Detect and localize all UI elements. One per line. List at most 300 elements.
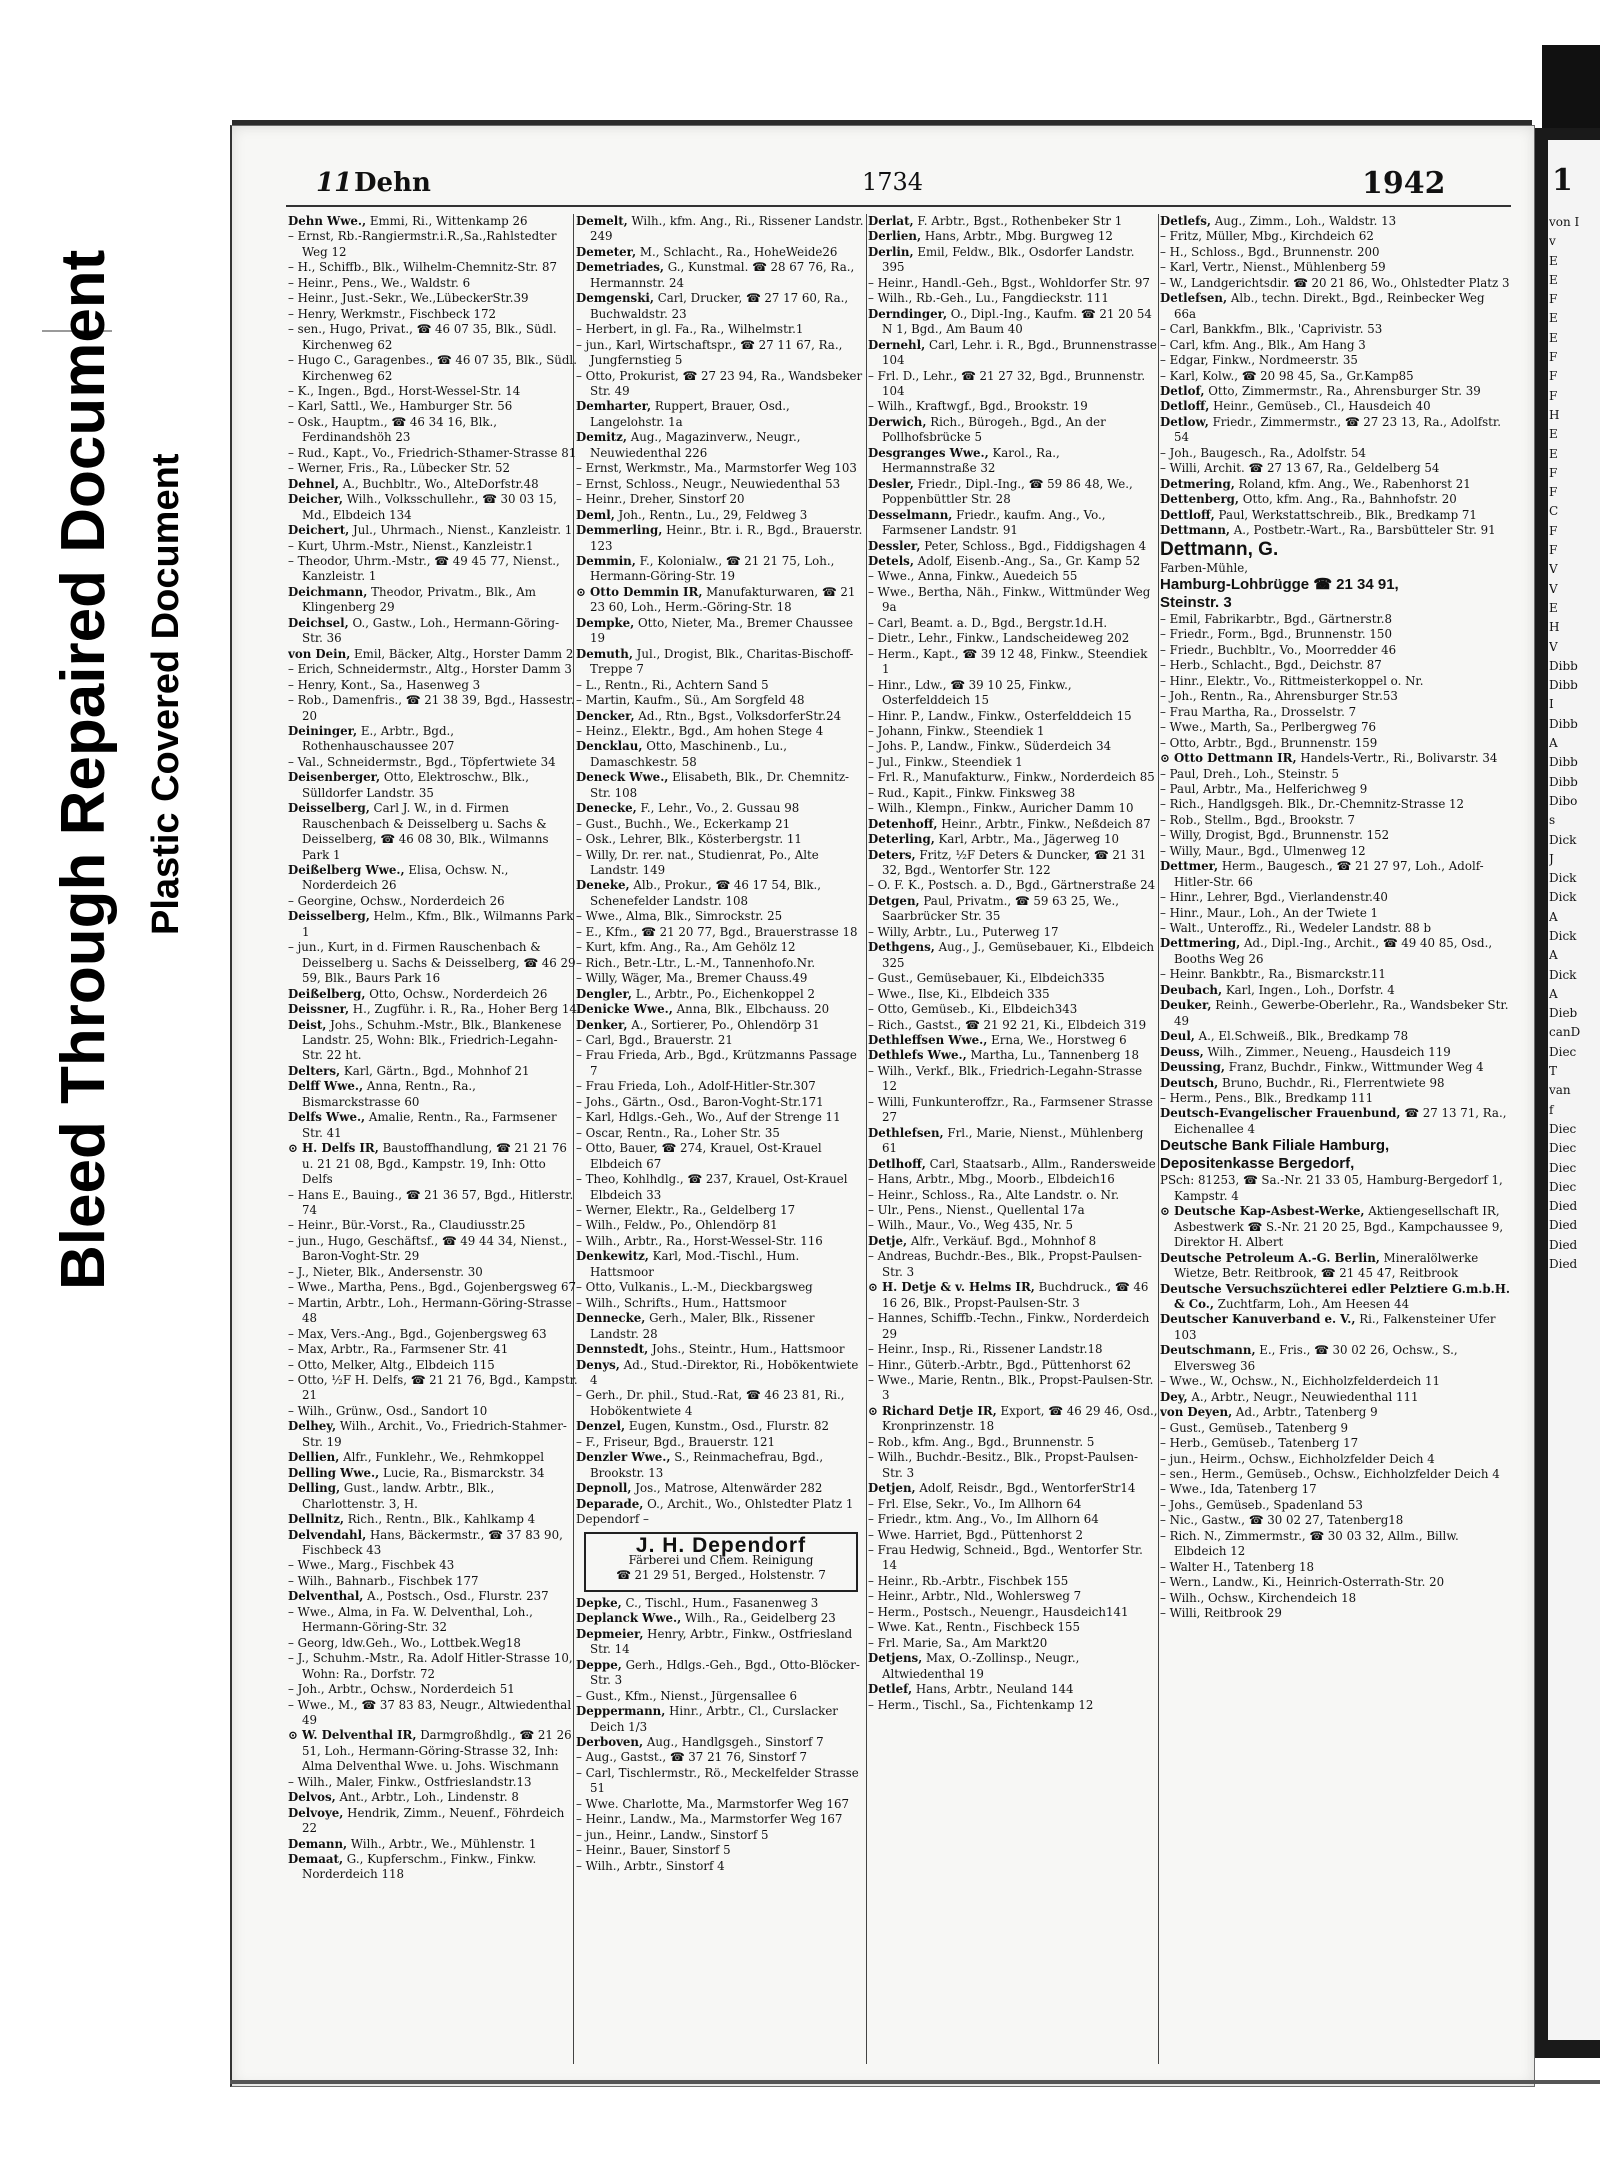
directory-entry: – Otto, ½F H. Delfs, ☎ 21 21 76, Bgd., Kampstr. 21 xyxy=(288,1372,578,1403)
adjacent-entry-fragment: Dibb xyxy=(1549,678,1578,693)
directory-entry: Dependorf – xyxy=(576,1512,649,1527)
directory-entry: Delling, Gust., landw. Arbtr., Blk., Charlottenstr. 3, H. xyxy=(288,1481,495,1511)
adjacent-entry-fragment: J xyxy=(1549,851,1554,866)
directory-entry: Dehnel, A., Buchbltr., Wo., AlteDorfstr.48 xyxy=(288,476,539,491)
column-4-entries-c xyxy=(1160,1204,1510,1621)
directory-entry: Deterling, Karl, Arbtr., Ma., Jägerweg 10 xyxy=(868,832,1120,847)
directory-entry: Dempke, Otto, Nieter, Ma., Bremer Chaussee 19 xyxy=(576,615,853,646)
directory-entry: Dernehl, Carl, Lehr. i. R., Bgd., Brunnenstrasse 104 xyxy=(868,337,1157,368)
directory-entry: Deissner, H., Zugführ. i. R., Ra., Hoher Berg 14 xyxy=(288,1002,577,1017)
directory-entry: – Willi, Funkunteroffzr., Ra., Farmsener Strasse 27 xyxy=(868,1094,1153,1125)
directory-entry: Denzel, Eugen, Kunstm., Osd., Flurstr. 82 xyxy=(576,1419,830,1434)
adjacent-entry-fragment: F xyxy=(1549,388,1558,403)
adjacent-entry-fragment: Diec xyxy=(1549,1160,1577,1175)
adjacent-entry-fragment: Died xyxy=(1549,1218,1578,1233)
adjacent-entry-fragment: A xyxy=(1549,909,1558,924)
directory-entry: Dessler, Peter, Schloss., Bgd., Fiddigshagen 4 xyxy=(868,538,1147,553)
directory-entry: – Hinr., Elektr., Vo., Rittmeisterkoppel o. Nr. xyxy=(1160,673,1424,688)
directory-entry: Demitz, Aug., Magazinverw., Neugr., Neuwiedenthal 226 xyxy=(576,430,801,460)
directory-entry: – H., Schloss., Bgd., Brunnenstr. 200 xyxy=(1160,244,1380,259)
directory-entry: Delling Wwe., Lucie, Ra., Bismarckstr. 34 xyxy=(288,1465,545,1480)
directory-entry: – Heinr., Dreher, Sinstorf 20 xyxy=(576,492,745,507)
directory-entry: – Friedr., ktm. Ang., Vo., Im Allhorn 64 xyxy=(868,1512,1099,1527)
directory-entry: – Herb., Schlacht., Bgd., Deichstr. 87 xyxy=(1160,658,1382,673)
directory-entry: – Georgine, Ochsw., Norderdeich 26 xyxy=(288,893,505,908)
directory-entry: – Nic., Gastw., ☎ 30 02 27, Tatenberg18 xyxy=(1160,1513,1404,1528)
directory-entry: Demharter, Ruppert, Brauer, Osd., Langelohstr. 1a xyxy=(576,399,790,429)
directory-entry: Deichert, Jul., Uhrmach., Nienst., Kanzleistr. 1 xyxy=(288,523,573,538)
directory-entry: Dettenberg, Otto, kfm. Ang., Ra., Bahnhofstr. 20 xyxy=(1160,492,1457,507)
directory-entry: ⊙ Richard Detje IR, Export, ☎ 46 29 46, Osd., Kronprinzenstr. 18 xyxy=(868,1403,1158,1434)
directory-entry: Detlof, Otto, Zimmermstr., Ra., Ahrensburger Str. 39 xyxy=(1160,383,1481,398)
adjacent-entry-fragment: Died xyxy=(1549,1199,1578,1214)
directory-entry: Deichmann, Theodor, Privatm., Blk., Am Klingenberg 29 xyxy=(288,584,536,615)
directory-entry: Deppe, Gerh., Hdlgs.-Geh., Bgd., Otto-Blöcker-Str. 3 xyxy=(576,1657,860,1688)
directory-entry: Deißelberg Wwe., Elisa, Ochsw. N., Norderdeich 26 xyxy=(288,863,509,893)
adjacent-entry-fragment: A xyxy=(1549,736,1558,751)
directory-entry: Detlef, Hans, Arbtr., Neuland 144 xyxy=(868,1682,1074,1697)
adjacent-entry-fragment: Dick xyxy=(1549,967,1577,982)
directory-entry: Delvos, Ant., Arbtr., Loh., Lindenstr. 8 xyxy=(288,1790,519,1805)
directory-entry: – Willy, Drogist, Bgd., Brunnenstr. 152 xyxy=(1160,828,1390,843)
directory-entry: Deussing, Franz, Buchdr., Finkw., Wittmunder Weg 4 xyxy=(1160,1060,1484,1075)
directory-entry: Detje, Alfr., Verkäuf. Bgd., Mohnhof 8 xyxy=(868,1233,1097,1248)
dettmann-g-name: Dettmann, G. xyxy=(1160,538,1279,560)
directory-entry: – Otto, Gemüseb., Ki., Elbdeich343 xyxy=(868,1002,1078,1017)
directory-entry: – Carl, Beamt. a. D., Bgd., Bergstr.1d.H. xyxy=(868,615,1108,630)
directory-entry: – Val., Schneidermstr., Bgd., Töpfertwiete 34 xyxy=(288,754,556,769)
directory-entry: – Frl. Marie, Sa., Am Markt20 xyxy=(868,1635,1048,1650)
directory-entry: – Walt., Unteroffz., Ri., Wedeler Landstr. 88 b xyxy=(1160,921,1432,936)
directory-entry: – Hinr., Ldw., ☎ 39 10 25, Finkw., Osterfelddeich 15 xyxy=(868,677,1072,708)
header-section-number: 11 xyxy=(316,168,353,198)
directory-entry: – Heinr. Bankbtr., Ra., Bismarckstr.11 xyxy=(1160,967,1386,982)
plastic-covered-label: Plastic Covered Document xyxy=(145,453,187,935)
directory-entry: Depnoll, Jos., Matrose, Altenwärder 282 xyxy=(576,1481,823,1496)
adjacent-entry-fragment: van xyxy=(1549,1083,1571,1098)
adjacent-entry-fragment: F xyxy=(1549,465,1558,480)
directory-entry: – Herm., Kapt., ☎ 39 12 48, Finkw., Steendiek 1 xyxy=(868,646,1148,677)
adjacent-entry-fragment: T xyxy=(1549,1064,1558,1079)
directory-entry: – Wwe., Ida, Tatenberg 17 xyxy=(1160,1482,1317,1497)
directory-entry: Derwich, Rich., Bürogeh., Bgd., An der Pollhofsbrücke 5 xyxy=(868,414,1106,445)
directory-entry: – Karl, Sattl., We., Hamburger Str. 56 xyxy=(288,399,513,414)
directory-entry: – Hannes, Schiffb.-Techn., Finkw., Norderdeich 29 xyxy=(868,1311,1150,1341)
directory-entry: Deuker, Reinh., Gewerbe-Oberlehr., Ra., Wandsbeker Str. 49 xyxy=(1160,998,1509,1028)
adjacent-entry-fragment: Dick xyxy=(1549,871,1577,886)
ad-line-1: Färberei und Chem. Reinigung xyxy=(628,1552,814,1567)
directory-entry: – Carl, Bgd., Brauerstr. 21 xyxy=(576,1033,733,1048)
directory-entry: Dettmann, A., Postbetr.-Wart., Ra., Barsbütteler Str. 91 xyxy=(1160,523,1496,538)
header-name: Dehn xyxy=(354,168,431,198)
directory-entry: Detjens, Max, O.-Zollinsp., Neugr., Altwiedenthal 19 xyxy=(868,1651,1080,1681)
directory-entry: – Edgar, Finkw., Nordmeerstr. 35 xyxy=(1160,353,1358,368)
directory-entry: – Hinr. P., Landw., Finkw., Osterfelddeich 15 xyxy=(868,708,1132,723)
directory-entry: – Gust., Gemüsebauer, Ki., Elbdeich335 xyxy=(868,971,1105,986)
directory-entry: – Otto, Melker, Altg., Elbdeich 115 xyxy=(288,1357,495,1372)
directory-entry: Deul, A., El.Schweiß., Blk., Bredkamp 78 xyxy=(1160,1029,1409,1044)
directory-entry: – Hans E., Bauing., ☎ 21 36 57, Bgd., Hitlerstr. 74 xyxy=(288,1187,574,1217)
deutsche-bank-line-1: Deutsche Bank Filiale Hamburg, xyxy=(1160,1137,1390,1155)
directory-entry: – Rich., Handlgsgeh. Blk., Dr.-Chemnitz-Strasse 12 xyxy=(1160,797,1465,812)
adjacent-entry-fragment: I xyxy=(1549,697,1554,712)
directory-entry: Detlefsen, Alb., techn. Direkt., Bgd., Reinbecker Weg 66a xyxy=(1160,291,1485,321)
directory-entry: Deisselberg, Helm., Kfm., Blk., Wilmanns Park 1 xyxy=(288,909,574,939)
adjacent-entry-fragment: H xyxy=(1549,620,1560,635)
directory-entry: – Heinr., Insp., Ri., Rissener Landstr.18 xyxy=(868,1342,1103,1357)
adjacent-entry-fragment: F xyxy=(1549,350,1558,365)
directory-entry: – Rich., Betr.-Ltr., L.-M., Tannenhofo.Nr. xyxy=(576,955,816,970)
directory-entry: Dettmering, Ad., Dipl.-Ing., Archit., ☎ 49 40 85, Osd., Booths Weg 26 xyxy=(1160,936,1493,966)
directory-entry: Derboven, Aug., Handlgsgeh., Sinstorf 7 xyxy=(576,1734,824,1749)
directory-entry: Detmering, Roland, kfm. Ang., We., Rabenhorst 21 xyxy=(1160,476,1471,491)
directory-entry: – Wwe., W., Ochsw., N., Eichholzfelderdeich 11 xyxy=(1160,1374,1440,1389)
directory-entry: Deutscher Kanuverband e. V., Ri., Falkensteiner Ufer 103 xyxy=(1160,1312,1496,1342)
adjacent-entry-fragment: F xyxy=(1549,543,1558,558)
directory-entry: – Willy, Arbtr., Lu., Puterweg 17 xyxy=(868,924,1059,939)
directory-entry: – Gust., Kfm., Nienst., Jürgensallee 6 xyxy=(576,1688,797,1703)
directory-entry: – Johann, Finkw., Steendiek 1 xyxy=(868,723,1045,738)
adjacent-entry-fragment: Dick xyxy=(1549,832,1577,847)
directory-entry: – Ulr., Pens., Nienst., Quellental 17a xyxy=(868,1203,1085,1217)
directory-entry: – Paul, Arbtr., Ma., Helferichweg 9 xyxy=(1160,781,1368,796)
ad-title: J. H. Dependorf xyxy=(635,1533,807,1557)
directory-entry: – Osk., Hauptm., ☎ 46 34 16, Blk., Ferdinandshöh 23 xyxy=(288,414,497,445)
adjacent-entry-fragment: Dibb xyxy=(1549,658,1578,673)
adjacent-entry-fragment: E xyxy=(1549,272,1558,287)
directory-entry: – Kurt, kfm. Ang., Ra., Am Gehölz 12 xyxy=(576,940,796,955)
column-4 xyxy=(1160,214,1510,2074)
directory-entry: Derlien, Hans, Arbtr., Mbg. Burgweg 12 xyxy=(868,229,1113,244)
directory-entry: – Henry, Werkmstr., Fischbeck 172 xyxy=(288,306,497,321)
directory-entry: – Otto, Prokurist, ☎ 27 23 94, Ra., Wandsbeker Str. 49 xyxy=(576,368,863,398)
directory-entry: – Herm., Postsch., Neuengr., Hausdeich141 xyxy=(868,1604,1129,1619)
directory-entry: Detlefs, Aug., Zimm., Loh., Waldstr. 13 xyxy=(1160,214,1397,228)
directory-entry: von Deyen, Ad., Arbtr., Tatenberg 9 xyxy=(1160,1405,1378,1420)
adjacent-entry-fragment: Diec xyxy=(1549,1179,1577,1194)
directory-entry: – Johs., Gärtn., Osd., Baron-Voght-Str.171 xyxy=(576,1094,824,1109)
directory-entry: Derlat, F. Arbtr., Bgst., Rothenbeker Str 1 xyxy=(868,214,1123,228)
directory-entry: – K., Ingen., Bgd., Horst-Wessel-Str. 14 xyxy=(288,383,521,398)
directory-entry: Demelt, Wilh., kfm. Ang., Ri., Rissener Landstr. 249 xyxy=(576,214,864,244)
directory-entry: – Gerh., Dr. phil., Stud.-Rat, ☎ 46 23 81, Ri., Hobökentwiete 4 xyxy=(576,1388,845,1418)
adjacent-entry-fragment: H xyxy=(1549,407,1560,422)
adjacent-entry-fragment: Dick xyxy=(1549,890,1577,905)
column-2-entries-continued xyxy=(576,1596,866,1874)
directory-entry: Desler, Friedr., Dipl.-Ing., ☎ 59 86 48, We., Poppenbüttler Str. 28 xyxy=(868,476,1133,507)
adjacent-entry-fragment: E xyxy=(1549,330,1558,345)
directory-entry: – Wwe. Harriet, Bgd., Püttenhorst 2 xyxy=(868,1527,1083,1542)
directory-entry: – Heinr., Landw., Ma., Marmstorfer Weg 167 xyxy=(576,1812,843,1827)
directory-entry: – Wwe., M., ☎ 37 83 83, Neugr., Altwiedenthal 49 xyxy=(288,1697,572,1727)
directory-entry: – Joh., Arbtr., Ochsw., Norderdeich 51 xyxy=(288,1682,515,1697)
directory-entry: Delhey, Wilh., Archit., Vo., Friedrich-Stahmer-Str. 19 xyxy=(288,1419,567,1449)
directory-entry: – sen., Hugo, Privat., ☎ 46 07 35, Blk., Südl. Kirchenweg 62 xyxy=(288,322,557,352)
header-year: 1942 xyxy=(1362,166,1446,201)
directory-entry: – jun., Heirm., Ochsw., Eichholzfelder Deich 4 xyxy=(1160,1451,1435,1466)
directory-entry: ⊙ W. Delventhal IR, Darmgroßhdlg., ☎ 21 26 51, Loh., Hermann-Göring-Strasse 32, Inh: Alma Delventhal Wwe. u. Johs. Wischmann xyxy=(288,1728,572,1774)
directory-entry: Dennecke, Gerh., Maler, Blk., Rissener Landstr. 28 xyxy=(576,1311,815,1341)
directory-entry: – Herb., Gemüseb., Tatenberg 17 xyxy=(1160,1436,1359,1451)
directory-entry: Deppermann, Hinr., Arbtr., Cl., Curslacker Deich 1/3 xyxy=(576,1704,838,1734)
directory-entry: Demmerling, Heinr., Btr. i. R., Bgd., Brauerstr. 123 xyxy=(576,523,863,553)
directory-entry: Deplanck Wwe., Wilh., Ra., Geidelberg 23 xyxy=(576,1611,836,1626)
directory-entry: Dencklau, Otto, Maschinenb., Lu., Damaschkestr. 58 xyxy=(576,739,788,769)
adjacent-entry-fragment: E xyxy=(1549,427,1558,442)
directory-entry: Demetriades, G., Kunstmal. ☎ 28 67 76, Ra., Hermannstr. 24 xyxy=(576,260,855,290)
directory-entry: Demann, Wilh., Arbtr., We., Mühlenstr. 1 xyxy=(288,1836,537,1851)
directory-entry: – Rob., Damenfris., ☎ 21 38 39, Bgd., Hassestr. 20 xyxy=(288,693,575,723)
directory-entry: – Emil, Fabrikarbtr., Bgd., Gärtnerstr.8 xyxy=(1160,611,1393,626)
adjacent-entry-fragment: C xyxy=(1549,504,1559,519)
adjacent-entry-fragment: von I xyxy=(1549,215,1580,229)
directory-entry: Depmeier, Henry, Arbtr., Finkw., Ostfriesland Str. 14 xyxy=(576,1626,853,1657)
directory-entry: – Paul, Dreh., Loh., Steinstr. 5 xyxy=(1160,766,1339,781)
directory-entry: – Otto, Arbtr., Bgd., Brunnenstr. 159 xyxy=(1160,735,1378,750)
directory-entry: – Kurt, Uhrm.-Mstr., Nienst., Kanzleistr.1 xyxy=(288,538,534,553)
adjacent-entry-fragment: Diec xyxy=(1549,1141,1577,1156)
directory-entry: Denys, Ad., Stud.-Direktor, Ri., Hobökentwiete 4 xyxy=(576,1357,859,1387)
adjacent-entry-fragment: A xyxy=(1549,948,1558,963)
directory-entry: Delvoye, Hendrik, Zimm., Neuenf., Föhrdeich 22 xyxy=(288,1805,565,1836)
directory-entry: – Wilh., Schrifts., Hum., Hattsmoor xyxy=(576,1295,787,1310)
directory-entry: Detels, Adolf, Eisenb.-Ang., Sa., Gr. Kamp 52 xyxy=(868,553,1141,568)
adjacent-entry-fragment: F xyxy=(1549,523,1558,538)
deutsche-bank-line-3: PSch: 81253, ☎ Sa.-Nr. 21 33 05, Hamburg-Bergedorf 1, Kampstr. 4 xyxy=(1160,1173,1503,1203)
column-3 xyxy=(868,214,1158,2074)
directory-entry: – Herm., Pens., Blk., Bredkamp 111 xyxy=(1160,1091,1374,1106)
directory-entry: Deisenberger, Otto, Elektroschw., Blk., Sülldorfer Landstr. 35 xyxy=(288,770,529,800)
directory-entry: ⊙ H. Delfs IR, Baustoffhandlung, ☎ 21 21 76 u. 21 21 08, Bgd., Kampstr. 19, Inh: Otto Delfs xyxy=(288,1141,567,1187)
directory-entry: Derndinger, O., Dipl.-Ing., Kaufm. ☎ 21 20 54 N 1, Bgd., Am Baum 40 xyxy=(868,306,1152,337)
directory-entry: – Joh., Rentn., Ra., Ahrensburger Str.53 xyxy=(1160,689,1398,704)
directory-entry: – Frau Frieda, Loh., Adolf-Hitler-Str.307 xyxy=(576,1079,816,1094)
directory-entry: Denker, A., Sortierer, Po., Ohlendörp 31 xyxy=(576,1017,820,1032)
adjacent-entry-fragment: Diec xyxy=(1549,1044,1577,1059)
adjacent-entry-fragment: E xyxy=(1549,253,1558,268)
directory-entry: – Aug., Gastst., ☎ 37 21 76, Sinstorf 7 xyxy=(576,1750,807,1765)
directory-entry: Demmin, F., Kolonialw., ☎ 21 21 75, Loh., Hermann-Göring-Str. 19 xyxy=(576,553,835,584)
directory-entry: Deuss, Wilh., Zimmer., Neueng., Hausdeich 119 xyxy=(1160,1044,1451,1059)
directory-entry: – Herbert, in gl. Fa., Ra., Wilhelmstr.1 xyxy=(576,322,804,337)
directory-entry: – Hugo C., Garagenbes., ☎ 46 07 35, Blk., Südl. Kirchenweg 62 xyxy=(288,353,577,383)
directory-entry: Dethleffsen Wwe., Erna, We., Horstweg 6 xyxy=(868,1033,1127,1048)
directory-entry: Detgen, Paul, Privatm., ☎ 59 63 25, We., Saarbrücker Str. 35 xyxy=(868,893,1120,924)
directory-entry: – Osk., Lehrer, Blk., Kösterbergstr. 11 xyxy=(576,832,802,847)
directory-entry: Dethgens, Aug., J., Gemüsebauer, Ki., Elbdeich 325 xyxy=(868,940,1155,970)
directory-entry: Delters, Karl, Gärtn., Bgd., Mohnhof 21 xyxy=(288,1063,530,1078)
directory-entry: – Wilh., Maler, Finkw., Ostfrieslandstr.13 xyxy=(288,1774,532,1789)
directory-entry: – Wern., Landw., Ki., Heinrich-Osterrath-Str. 20 xyxy=(1160,1575,1445,1590)
directory-entry: – Wilh., Grünw., Osd., Sandort 10 xyxy=(288,1403,488,1418)
dark-corner xyxy=(1542,45,1600,130)
directory-entry: – Wwe., Alma, in Fa. W. Delventhal, Loh., Hermann-Göring-Str. 32 xyxy=(288,1604,533,1635)
directory-entry: – Martin, Kaufm., Sü., Am Sorgfeld 48 xyxy=(576,693,805,708)
directory-entry: – O. F. K., Postsch. a. D., Bgd., Gärtnerstraße 24 xyxy=(868,878,1156,893)
directory-entry: – Hinr., Lehrer, Bgd., Vierlandenstr.40 xyxy=(1160,890,1388,905)
directory-entry: – Frl. R., Manufakturw., Finkw., Norderdeich 85 xyxy=(868,770,1155,785)
directory-entry: Desselmann, Friedr., kaufm. Ang., Vo., Farmsener Landstr. 91 xyxy=(868,507,1106,538)
directory-entry: – Werner, Fris., Ra., Lübecker Str. 52 xyxy=(288,461,510,476)
directory-entry: – Johs., Gemüseb., Spadenland 53 xyxy=(1160,1497,1363,1512)
directory-entry: – jun., Kurt, in d. Firmen Rauschenbach & Deisselberg u. Sachs & Deisselberg, ☎ 46 29 59, Blk., Baurs Park 16 xyxy=(288,940,576,986)
directory-entry: – Werner, Elektr., Ra., Geldelberg 17 xyxy=(576,1203,796,1217)
directory-entry: ⊙ H. Detje & v. Helms IR, Buchdruck., ☎ 46 16 26, Blk., Propst-Paulsen-Str. 3 xyxy=(868,1280,1149,1310)
deutsche-bank-line-2: Depositenkasse Bergedorf, xyxy=(1160,1155,1355,1173)
directory-entry: Demuth, Jul., Drogist, Blk., Charitas-Bischoff-Treppe 7 xyxy=(576,646,854,677)
adjacent-entry-fragment: s xyxy=(1549,813,1556,828)
directory-entry: – Heinr., Bür.-Vorst., Ra., Claudiusstr.25 xyxy=(288,1218,526,1233)
directory-entry: – Carl, Bankkfm., Blk., 'Caprivistr. 53 xyxy=(1160,322,1383,337)
ad-line-2: ☎ 21 29 51, Berged., Holstenstr. 7 xyxy=(616,1568,826,1583)
directory-entry: – Erich, Schneidermstr., Altg., Horster Damm 3 xyxy=(288,662,572,677)
directory-entry: – Max, Arbtr., Ra., Farmsener Str. 41 xyxy=(288,1342,509,1357)
directory-entry: Deneck Wwe., Elisabeth, Blk., Dr. Chemnitz-Str. 108 xyxy=(576,770,850,800)
directory-entry: – Heinr., Arbtr., Nld., Wohlersweg 7 xyxy=(868,1589,1082,1604)
directory-entry: – Johs. P., Landw., Finkw., Süderdeich 34 xyxy=(868,739,1112,754)
directory-entry: – Rob., Stellm., Bgd., Brookstr. 7 xyxy=(1160,812,1356,827)
adjacent-entry-fragment: Died xyxy=(1549,1237,1578,1252)
directory-entry: Delfs Wwe., Amalie, Rentn., Ra., Farmsener Str. 41 xyxy=(288,1110,557,1140)
directory-entry: – Friedr., Form., Bgd., Brunnenstr. 150 xyxy=(1160,627,1392,642)
directory-entry: – F., Friseur, Bgd., Brauerstr. 121 xyxy=(576,1434,776,1449)
directory-entry: Deutsch, Bruno, Buchdr., Ri., Flerrentwiete 98 xyxy=(1160,1075,1445,1090)
directory-entry: – Wwe., Bertha, Näh., Finkw., Wittmünder Weg 9a xyxy=(868,584,1151,615)
adjacent-entry-fragment: Dieb xyxy=(1549,1006,1578,1021)
directory-entry: – Wilh., Rb.-Geh., Lu., Fangdieckstr. 111 xyxy=(868,291,1109,306)
adjacent-entry-fragment: E xyxy=(1549,600,1558,615)
adjacent-entry-fragment: f xyxy=(1549,1102,1554,1117)
adjacent-entry-fragment: Dibb xyxy=(1549,774,1578,789)
adjacent-page-entries xyxy=(1549,213,1599,1923)
directory-entry: ⊙ Deutsche Kap-Asbest-Werke, Aktiengesellschaft IR, Asbestwerk ☎ S.-Nr. 21 20 25, Bgd., Kampchaussee 9, Direktor H. Albert xyxy=(1160,1204,1504,1250)
directory-entry: – Wwe., Ilse, Ki., Elbdeich 335 xyxy=(868,986,1050,1001)
header-page-number: 1734 xyxy=(862,168,924,196)
directory-entry: – Frau Hedwig, Schneid., Bgd., Wentorfer Str. 14 xyxy=(868,1542,1143,1573)
page-bottom-border xyxy=(230,2080,1600,2084)
adjacent-entry-fragment: F xyxy=(1549,485,1558,500)
dettmann-g-line-2: Hamburg-Lohbrügge ☎ 21 34 91, xyxy=(1160,575,1399,593)
directory-entry: – Ernst, Werkmstr., Ma., Marmstorfer Weg 103 xyxy=(576,461,857,476)
adjacent-entry-fragment: E xyxy=(1549,446,1558,461)
directory-entry: – Rob., kfm. Ang., Bgd., Brunnenstr. 5 xyxy=(868,1434,1095,1449)
directory-entry: Dettmer, Herm., Baugesch., ☎ 21 27 97, Loh., Adolf-Hitler-Str. 66 xyxy=(1160,859,1484,889)
directory-entry: – Heinr., Pens., We., Waldstr. 6 xyxy=(288,275,471,290)
directory-entry: Deml, Joh., Rentn., Lu., 29, Feldweg 3 xyxy=(576,507,808,522)
directory-entry: – Wilh., Verkf., Blk., Friedrich-Legahn-Strasse 12 xyxy=(868,1063,1143,1094)
adjacent-entry-fragment: Diec xyxy=(1549,1121,1577,1136)
directory-entry: Delventhal, A., Postsch., Osd., Flurstr. 237 xyxy=(288,1589,549,1604)
directory-entry: – Karl, Vertr., Nienst., Mühlenberg 59 xyxy=(1160,260,1386,275)
directory-entry: – Dietr., Lehr., Finkw., Landscheideweg 202 xyxy=(868,631,1130,646)
directory-entry: Deininger, E., Arbtr., Bgd., Rothenhauschaussee 207 xyxy=(288,723,455,754)
directory-entry: – Max, Vers.-Ang., Bgd., Gojenbergsweg 63 xyxy=(288,1326,547,1341)
directory-entry: Demaat, G., Kupferschm., Finkw., Finkw. Norderdeich 118 xyxy=(288,1852,537,1882)
directory-entry: Derlin, Emil, Feldw., Blk., Osdorfer Landstr. 395 xyxy=(868,244,1135,275)
directory-entry: – Heinr., Rb.-Arbtr., Fischbek 155 xyxy=(868,1573,1069,1588)
directory-entry: – Hans, Arbtr., Mbg., Moorb., Elbdeich16 xyxy=(868,1172,1115,1187)
directory-entry: – jun., Karl, Wirtschaftspr., ☎ 27 11 67, Ra., Jungfernstieg 5 xyxy=(576,337,843,368)
directory-entry: Deichsel, O., Gastw., Loh., Hermann-Göring-Str. 36 xyxy=(288,615,560,646)
directory-entry: – Wwe., Alma, Blk., Simrockstr. 25 xyxy=(576,909,783,924)
directory-entry: – Frl. Else, Sekr., Vo., Im Allhorn 64 xyxy=(868,1496,1082,1511)
adjacent-entry-fragment: V xyxy=(1549,639,1558,654)
directory-entry: – Rich. N., Zimmermstr., ☎ 30 03 32, Allm., Billw. Elbdeich 12 xyxy=(1160,1528,1459,1559)
directory-entry: – jun., Hugo, Geschäftsf., ☎ 49 44 34, Nienst., Baron-Voght-Str. 29 xyxy=(288,1233,568,1264)
directory-entry: – J., Schuhm.-Mstr., Ra. Adolf Hitler-Strasse 10, Wohn: Ra., Dorfstr. 72 xyxy=(288,1651,573,1681)
adjacent-entry-fragment: A xyxy=(1549,986,1558,1001)
directory-entry: Dethlefsen, Frl., Marie, Nienst., Mühlenberg 61 xyxy=(868,1125,1144,1156)
directory-entry: – Gust., Gemüseb., Tatenberg 9 xyxy=(1160,1420,1349,1435)
adjacent-entry-fragment: Dibo xyxy=(1549,793,1578,808)
directory-entry: Deutsch-Evangelischer Frauenbund, ☎ 27 13 71, Ra., Eichenallee 4 xyxy=(1160,1106,1507,1136)
directory-entry: Dellnitz, Rich., Rentn., Blk., Kahlkamp 4 xyxy=(288,1512,536,1527)
directory-entry: – Martin, Arbtr., Loh., Hermann-Göring-Strasse 48 xyxy=(288,1295,572,1326)
directory-entry: Detlow, Friedr., Zimmermstr., ☎ 27 23 13, Ra., Adolfstr. 54 xyxy=(1160,414,1501,445)
adjacent-entry-fragment: v xyxy=(1549,234,1556,249)
directory-entry: Deters, Fritz, ½F Deters & Duncker, ☎ 21 31 32, Bgd., Wentorfer Str. 122 xyxy=(868,847,1147,878)
directory-entry: – H., Schiffb., Blk., Wilhelm-Chemnitz-Str. 87 xyxy=(288,260,558,275)
directory-entry: – Karl, Hdlgs.-Geh., Wo., Auf der Strenge 11 xyxy=(576,1110,841,1125)
directory-columns xyxy=(288,214,1510,2074)
directory-entry: – Wilh., Maur., Vo., Weg 435, Nr. 5 xyxy=(868,1218,1073,1233)
adjacent-page-number: 1 xyxy=(1552,163,1573,198)
directory-entry: Delvendahl, Hans, Bäckermstr., ☎ 37 83 90, Fischbeck 43 xyxy=(288,1527,563,1557)
directory-entry: – Wwe., Marie, Rentn., Blk., Propst-Paulsen-Str. 3 xyxy=(868,1372,1154,1403)
directory-entry: – Herm., Tischl., Sa., Fichtenkamp 12 xyxy=(868,1697,1094,1712)
directory-entry: Detlhoff, Carl, Staatsarb., Allm., Randersweide xyxy=(868,1156,1156,1171)
directory-entry: – Wilh., Bahnarb., Fischbek 177 xyxy=(288,1573,479,1588)
header-rule xyxy=(286,205,1511,207)
directory-entry: Deubach, Karl, Ingen., Loh., Dorfstr. 4 xyxy=(1160,982,1395,997)
adjacent-entry-fragment: Dibb xyxy=(1549,755,1578,770)
directory-entry: Deparade, O., Archit., Wo., Ohlstedter Platz 1 xyxy=(576,1496,854,1511)
directory-entry: – Carl, Tischlermstr., Rö., Meckelfelder Strasse 51 xyxy=(576,1765,859,1796)
adjacent-entry-fragment: F xyxy=(1549,292,1558,307)
directory-entry: – Theodor, Uhrm.-Mstr., ☎ 49 45 77, Nienst., Kanzleistr. 1 xyxy=(288,553,560,584)
directory-entry: Denicke Wwe., Anna, Blk., Elbchauss. 20 xyxy=(576,1002,830,1017)
directory-entry: Delff Wwe., Anna, Rentn., Ra., Bismarckstrasse 60 xyxy=(288,1079,476,1109)
directory-entry: Demeter, M., Schlacht., Ra., HoheWeide26 xyxy=(576,244,838,259)
directory-entry: Deicher, Wilh., Volksschullehr., ☎ 30 03 15, Md., Elbdeich 134 xyxy=(288,492,557,522)
directory-entry: – Georg, ldw.Geh., Wo., Lottbek.Weg18 xyxy=(288,1635,521,1650)
directory-entry: Denzler Wwe., S., Reinmachefrau, Bgd., Brookstr. 13 xyxy=(576,1450,824,1480)
directory-entry: – Gust., Buchh., We., Eckerkamp 21 xyxy=(576,816,791,831)
directory-entry: – Carl, kfm. Ang., Blk., Am Hang 3 xyxy=(1160,337,1366,352)
directory-entry: – Willy, Wäger, Ma., Bremer Chauss.49 xyxy=(576,971,808,986)
directory-entry: – Frau Martha, Ra., Drosselstr. 7 xyxy=(1160,704,1357,719)
directory-entry: – Theo, Kohlhdlg., ☎ 237, Krauel, Ost-Krauel Elbdeich 33 xyxy=(576,1172,848,1202)
directory-entry: – Heinr., Handl.-Geh., Bgst., Wohldorfer Str. 97 xyxy=(868,275,1150,290)
directory-entry: Dengler, L., Arbtr., Po., Eichenkoppel 2 xyxy=(576,986,816,1001)
directory-entry: – Wilh., Ochsw., Kirchendeich 18 xyxy=(1160,1590,1357,1605)
directory-entry: Deneke, Alb., Prokur., ☎ 46 17 54, Blk., Schenefelder Landstr. 108 xyxy=(576,878,822,908)
directory-entry: – Henry, Kont., Sa., Hasenweg 3 xyxy=(288,677,481,692)
directory-entry: – Heinz., Elektr., Bgd., Am hohen Stege 4 xyxy=(576,723,824,738)
directory-entry: Deißelberg, Otto, Ochsw., Norderdeich 26 xyxy=(288,986,548,1001)
column-4-entries-b xyxy=(1160,612,1510,1137)
directory-entry: – Oscar, Rentn., Ra., Loher Str. 35 xyxy=(576,1125,780,1140)
adjacent-entry-fragment: Dibb xyxy=(1549,716,1578,731)
directory-entry: – Wilh., Kraftwgf., Bgd., Brookstr. 19 xyxy=(868,399,1088,414)
directory-entry: Dey, A., Arbtr., Neugr., Neuwiedenthal 111 xyxy=(1160,1389,1419,1404)
directory-entry: Deist, Johs., Schuhm.-Mstr., Blk., Blankenese Landstr. 25, Wohn: Blk., Friedrich-Legahn-Str. 22 ht. xyxy=(288,1017,562,1063)
directory-entry: Denkewitz, Karl, Mod.-Tischl., Hum. Hattsmoor xyxy=(576,1249,800,1279)
directory-entry: – Wilh., Arbtr., Ra., Horst-Wessel-Str. 116 xyxy=(576,1233,823,1248)
directory-entry: Deutschmann, E., Fris., ☎ 30 02 26, Ochsw., S., Elversweg 36 xyxy=(1160,1343,1458,1373)
column-1 xyxy=(288,214,578,2074)
adjacent-entry-fragment: F xyxy=(1549,369,1558,384)
